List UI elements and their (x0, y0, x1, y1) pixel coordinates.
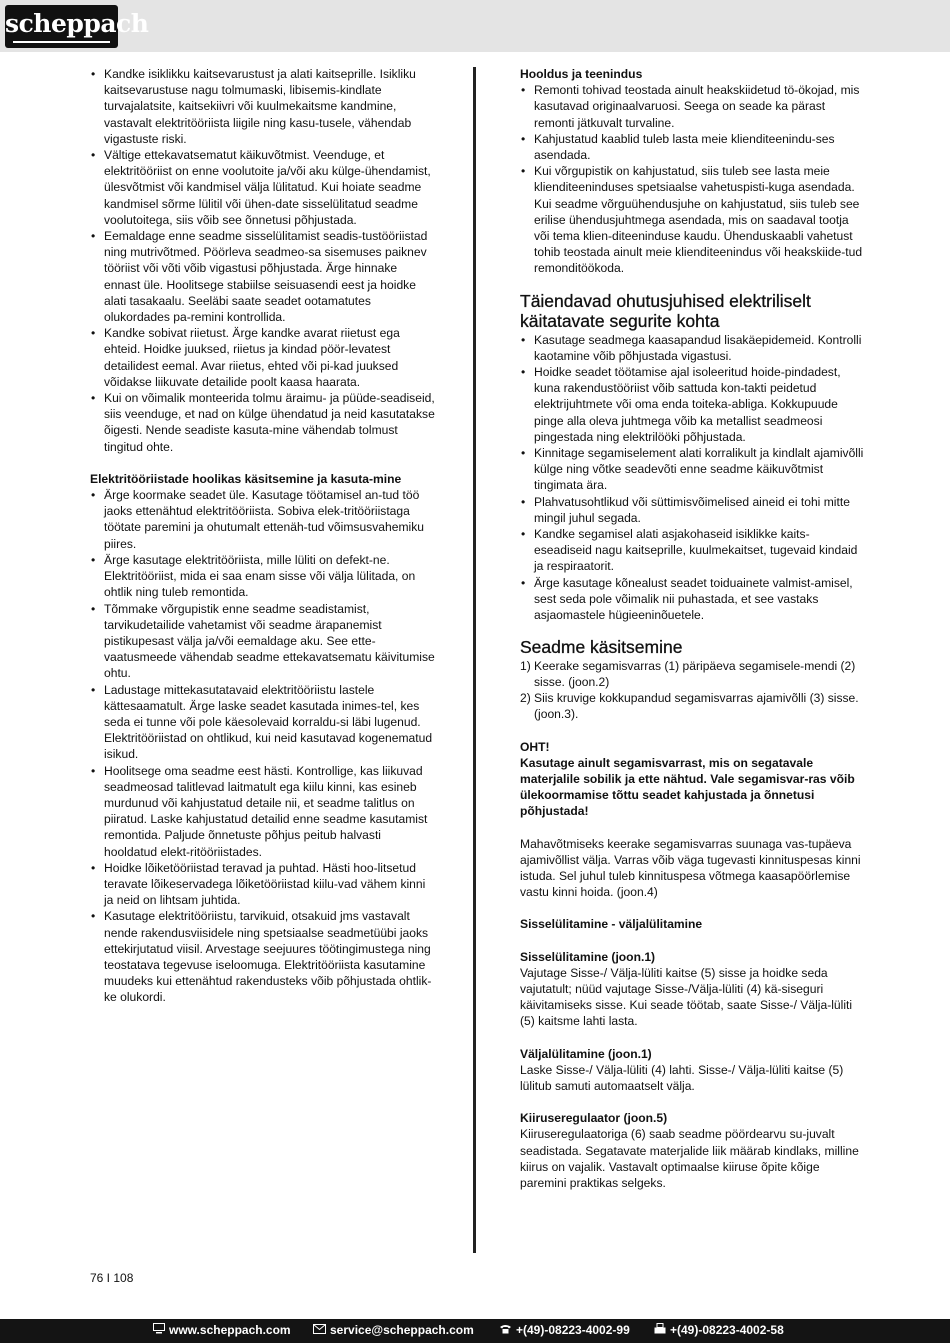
footer-fax-text: +(49)-08223-4002-58 (670, 1323, 784, 1337)
operation-steps-list (520, 658, 865, 723)
page-number: 76 I 108 (90, 1271, 134, 1285)
warning-text: Kasutage ainult segamisvarrast, mis on segatavale materjalile sobilik ja ette nähtud. Vale segamisvar-ras võib ülekoormamise tõttu seadet kahjustada ja õnnetusi põhjustada! (520, 755, 855, 819)
list-item: • Ärge kasutage kõnealust seadet toiduainete valmist-amisel, sest seda pole võimalik nii puhastada, et see vastaks asjaomastele hügieeninõuetele. (520, 575, 865, 624)
list-item: • Kui on võimalik monteerida tolmu äraimu- ja püüde-seadiseid, siis veenduge, et nad on külge ühendatud ja neid kasutatakse õigesti. Nende seadiste kasuta-mine vähendab tolmust tingitud ohte. (90, 390, 435, 455)
list-item: • Hoolitsege oma seadme eest hästi. Kontrollige, kas liikuvad seadmeosad talitlevad laitmatult ega kiilu kinni, kas esineb murdunud või kahjustatud detaile nii, et seadme talitlus on piiratud. Laske kahjustatud detailid enne seadme kasutamist remontida. Paljude õnnetuste põhjus peitub halvasti hooldatud elekt-ritööriistades. (90, 763, 435, 860)
step-text: Keerake segamisvarras (1) päripäeva segamisele-mendi (2) sisse. (joon.2) (534, 658, 856, 689)
list-item: • Hoidke seadet töötamise ajal isoleeritud hoide-pindadest, kuna rakendustööriist võib sattuda kon-takti peidetud elektrijuhtmete või oma enda toiteka-abliga. Kokkupuude pinge alla oleva juhtmega võib ka metallist seadmeosi pingestada ning elektrilööki põhjustada. (520, 364, 865, 445)
page-header (0, 0, 950, 52)
left-column (90, 66, 435, 1006)
section-heading-speed: Kiiruseregulaator (joon.5) (520, 1111, 668, 1126)
list-item: • Kandke isiklikku kaitsevarustust ja alati kaitseprille. Isikliku kaitsevarustuse nagu tolmumaski, libisemis-kindlate turvajalatsite, kaitsekiivri või kuulmekaitsme kandmine, vastavalt elektritööriista liigile ning kasu-tusele, vähendab vigastuste riski. (90, 66, 435, 147)
logo-underline (13, 41, 110, 43)
tool-use-bullet-list (90, 487, 435, 1006)
list-item: • Kasutage elektritööriistu, tarvikuid, otsakuid jms vastavalt nende rakendusviisidele ning spetsiaalse seadmetüübi jaoks ettekirjutatud viisil. Arvestage seejuures töötingimustega ning teostatava tegevuse iseloomuga. Elektritööriista kasutamine muudeks kui ettenähtud rakendusteks võib põhjustada ohtlik-ke olukordi. (90, 908, 435, 1005)
safety-bullet-list (90, 66, 435, 455)
removal-paragraph: Mahavõtmiseks keerake segamisvarras suunaga vas-tupäeva ajamivõllist välja. Varras võib väga tugevasti kinnituspesas kinni istuda. Sel juhul tuleb kinnituspesa võtmega kaasapöörlemise vastu kinni hoida. (joon.4) (520, 836, 861, 900)
footer-email-text: service@scheppach.com (330, 1323, 474, 1337)
footer-web[interactable] (153, 1323, 291, 1337)
list-item: • Remonti tohivad teostada ainult heakskiidetud tö-ökojad, mis kasutavad originaalvaruosi. Seega on seade ka pärast remonti jätkuvalt turvaline. (520, 82, 865, 131)
list-item (520, 690, 865, 722)
fax-icon (654, 1323, 666, 1337)
list-item: • Hoidke lõiketööriistad teravad ja puhtad. Hästi hoo-litsetud teravate lõikeservadega lõiketööriistad kiilu-vad vähem kinni ja neid on lihtsam juhtida. (90, 860, 435, 909)
section-heading-on-off: Sisselülitamine - väljalülitamine (520, 917, 703, 932)
warning-title: OHT! (520, 739, 550, 754)
brand-logo (5, 5, 149, 48)
monitor-icon (153, 1323, 165, 1337)
phone-icon (499, 1323, 512, 1337)
list-item: • Ladustage mittekasutatavaid elektritööriistu lastele kättesaamatult. Ärge laske seadet kasutada inimes-tel, kes seda ei tunne või pole käesolevaid korraldu-si läbi lugenud. Elektritööriistad on ohtlikud, kui neid kasutavad kogenematud isikud. (90, 682, 435, 763)
list-item: • Eemaldage enne seadme sisselülitamist seadis-tustööriistad ning mutrivõtmed. Pöörleva seadmeo-sa sisemuses paiknev tööriist või võti võib vigastusi põhjustada. Ärge hinnake ennast üle. Hoolitsege stabiilse seisuasendi eest ja hoidke alati tasakaalu. Seeläbi saate seadet ootamatutes olukordades pa-remini kontrollida. (90, 228, 435, 325)
list-item: • Ärge kasutage elektritööriista, mille lüliti on defekt-ne. Elektritööriist, mida ei saa enam sisse või välja lülitada, on ohtlik ning tuleb remontida. (90, 552, 435, 601)
list-item: • Plahvatusohtlikud või süttimisvõimelised aineid ei tohi mitte mingil juhul segada. (520, 494, 865, 526)
section-heading-switch-on: Sisselülitamine (joon.1) (520, 949, 656, 964)
list-item: • Kandke sobivat riietust. Ärge kandke avarat riietust ega ehteid. Hoidke juuksed, riietus ja kindad pöör-levatest detailidest eemal. Avar riietus, ehted või pi-kad juuksed võidakse liikuvate detailide poolt kaasa haarata. (90, 325, 435, 390)
footer-email[interactable] (313, 1323, 474, 1337)
list-item (520, 658, 865, 690)
envelope-icon (313, 1323, 326, 1337)
step-number: 1) (520, 658, 531, 673)
list-item: • Ärge koormake seadet üle. Kasutage töötamisel an-tud töö jaoks ettenähtud elektritööriista. Sobiva elek-tritööriistaga töötate paremini ja ohutumalt ettenäh-tud võimsusvahemiku piires. (90, 487, 435, 552)
step-number: 2) (520, 691, 531, 706)
list-item: • Kahjustatud kaablid tuleb lasta meie klienditeenindu-ses asendada. (520, 131, 865, 163)
list-item: • Kandke segamisel alati asjakohaseid isiklikke kaits-eseadiseid nagu kaitseprille, kuulmekaitset, tugevaid kindaid ja respiraatorit. (520, 526, 865, 575)
footer-web-text: www.scheppach.com (169, 1323, 291, 1337)
mixer-safety-bullet-list (520, 332, 865, 624)
page-footer (0, 1319, 950, 1343)
footer-fax[interactable] (654, 1323, 784, 1337)
footer-phone[interactable] (499, 1323, 630, 1337)
list-item: • Vältige ettekavatsematut käikuvõtmist. Veenduge, et elektritööriist on enne voolutoite ja/või aku külge-ühendamist, ülesvõtmist või kandmisel välja lülitatud. Kui hoiate seadme kandmisel sõrme lülitil või ühen-date sisselülitatud seadme voolutoitega, siis võib see õnnetusi põhjustada. (90, 147, 435, 228)
section-heading-operation: Seadme käsitsemine (520, 637, 683, 658)
brand-logo-text: scheppach (5, 9, 149, 38)
list-item: • Kasutage seadmega kaasapandud lisakäepidemeid. Kontrolli kaotamine võib põhjustada vigastusi. (520, 332, 865, 364)
list-item: • Kinnitage segamiselement alati korralikult ja kindlalt ajamivõlli külge ning võtke seadevõti enne seadme käikuvõtmist tingimata ära. (520, 445, 865, 494)
list-item: • Tõmmake võrgupistik enne seadme seadistamist, tarvikudetailide vahetamist või seadme ärapanemist pistikupesast välja ja/või eemaldage aku. See ette-vaatusmeede vähendab seadme ettekavatsematu käivitumise ohtu. (90, 601, 435, 682)
section-heading-service: Hooldus ja teenindus (520, 67, 643, 81)
right-column (520, 66, 865, 1191)
speed-paragraph: Kiiruseregulaatoriga (6) saab seadme pöördearvu su-juvalt seadistada. Segatavate materjalide liik määrab kindlaks, milline kiirus on vajalik. Vastavalt optimaalse kiiruse õpite kõige paremini praktikas selgeks. (520, 1127, 859, 1191)
section-heading-mixer-safety: Täiendavad ohutusjuhised elektriliselt käitatavate segurite kohta (520, 290, 811, 332)
column-divider (473, 67, 476, 1253)
switch-on-paragraph: Vajutage Sisse-/ Välja-lüliti kaitse (5) sisse ja hoidke seda vajutatult; nüüd vajutage Sisse-/Välja-lüliti (4) kä-siseguri käivitamiseks sisse. Kui seade töötab, saate Sisse-/ Välja-lüliti (5) kaitsme lahti lasta. (520, 965, 853, 1029)
service-bullet-list (520, 82, 865, 276)
footer-phone-text: +(49)-08223-4002-99 (516, 1323, 630, 1337)
switch-off-paragraph: Laske Sisse-/ Välja-lüliti (4) lahti. Sisse-/ Välja-lüliti kaitse (5) lülitub samuti automaatselt välja. (520, 1062, 844, 1094)
step-text: Siis kruvige kokkupandud segamisvarras ajamivõlli (3) sisse. (joon.3). (534, 691, 859, 722)
section-heading-tool-use: Elektritööriistade hoolikas käsitsemine ja kasuta-mine (90, 471, 402, 486)
list-item: • Kui võrgupistik on kahjustatud, siis tuleb see lasta meie klienditeeninduses spetsiaalse vahetuspisti-kuga asendada. Kui seadme võrguühendusjuhe on kahjustatud, siis tuleb see erilise ühendusjuhtmega asendada, mis on saadaval tootja või tema klien-diteeninduse kaudu. Ühenduskaabli vahetust tohib teostada ainult meie klienditeenindus või heakskiide-tud remonditöökoda. (520, 163, 865, 276)
section-heading-switch-off: Väljalülitamine (joon.1) (520, 1046, 652, 1061)
